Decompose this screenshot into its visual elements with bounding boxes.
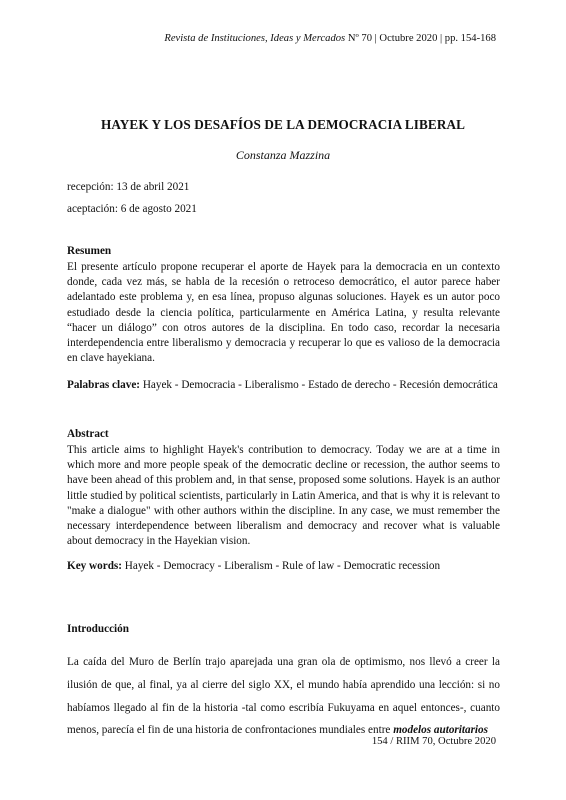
key-words xyxy=(67,559,500,574)
introduccion-text: La caída del Muro de Berlín trajo aparejada una gran ola de optimismo, nos llevó a creer la ilusión de que, al final, ya al cierre del siglo XX, el mundo había aprendido una lección: si no habíamos llegado al fin de la historia -tal como escribía Fukuyama en aquel entonces-, cuanto menos, parecía el fin de una historia de confrontaciones mundiales entre xyxy=(67,656,500,737)
introduccion-emphasis: modelos autoritarios xyxy=(393,724,488,737)
palabras-clave-text: Hayek - Democracia - Liberalismo - Estado de derecho - Recesión democrática xyxy=(140,379,498,391)
article-author: Constanza Mazzina xyxy=(235,148,331,162)
journal-issue-info: Nº 70 | Octubre 2020 | pp. 154-168 xyxy=(345,33,496,44)
resumen-body: El presente artículo propone recuperar el aporte de Hayek para la democracia en un contexto donde, cada vez más, se habla de la recesión o retroceso democrático, el autor parece haber adelantado este problema y, en esa línea, propuso algunas soluciones. Hayek es un autor poco estudiado desde la ciencia política, particularmente en América Latina, y resulta relevante “hacer un diálogo” con otros autores de la disciplina. En todo caso, recordar la necesaria interdependencia entre liberalismo y democracia y recuperar lo que es valioso de la democracia en clave hayekiana. xyxy=(67,261,500,365)
palabras-clave-label: Palabras clave: xyxy=(67,379,141,391)
article-title: HAYEK Y LOS DESAFÍOS DE LA DEMOCRACIA LIBERAL xyxy=(101,117,465,132)
abstract-body: This article aims to highlight Hayek's contribution to democracy. Today we are at a time in which more and more people speak of the democratic decline or recession, the author seems to have been ahead of this problem and, in that sense, proposed some solutions. Hayek is an author little studied by political scientists, particularly in Latin America, and that is why it is relevant to "make a dialogue" with other authors within the discipline. In any case, we must remember the necessary interdependence between liberalism and democracy and recover what is valuable about democracy in the Hayekian vision. xyxy=(67,444,500,548)
acceptance-date: aceptación: 6 de agosto 2021 xyxy=(67,203,197,215)
reception-date: recepción: 13 de abril 2021 xyxy=(67,181,190,193)
introduccion-heading: Introducción xyxy=(67,623,129,635)
abstract-heading: Abstract xyxy=(67,428,109,440)
palabras-clave xyxy=(67,378,500,393)
key-words-text: Hayek - Democracy - Liberalism - Rule of law - Democratic recession xyxy=(122,560,441,572)
journal-running-header xyxy=(164,33,496,44)
journal-name: Revista de Instituciones, Ideas y Mercados xyxy=(164,33,346,44)
key-words-label: Key words: xyxy=(67,560,122,572)
introduccion-body xyxy=(67,651,500,742)
resumen-heading: Resumen xyxy=(67,245,112,257)
page-footer: 154 / RIIM 70, Octubre 2020 xyxy=(371,736,496,747)
